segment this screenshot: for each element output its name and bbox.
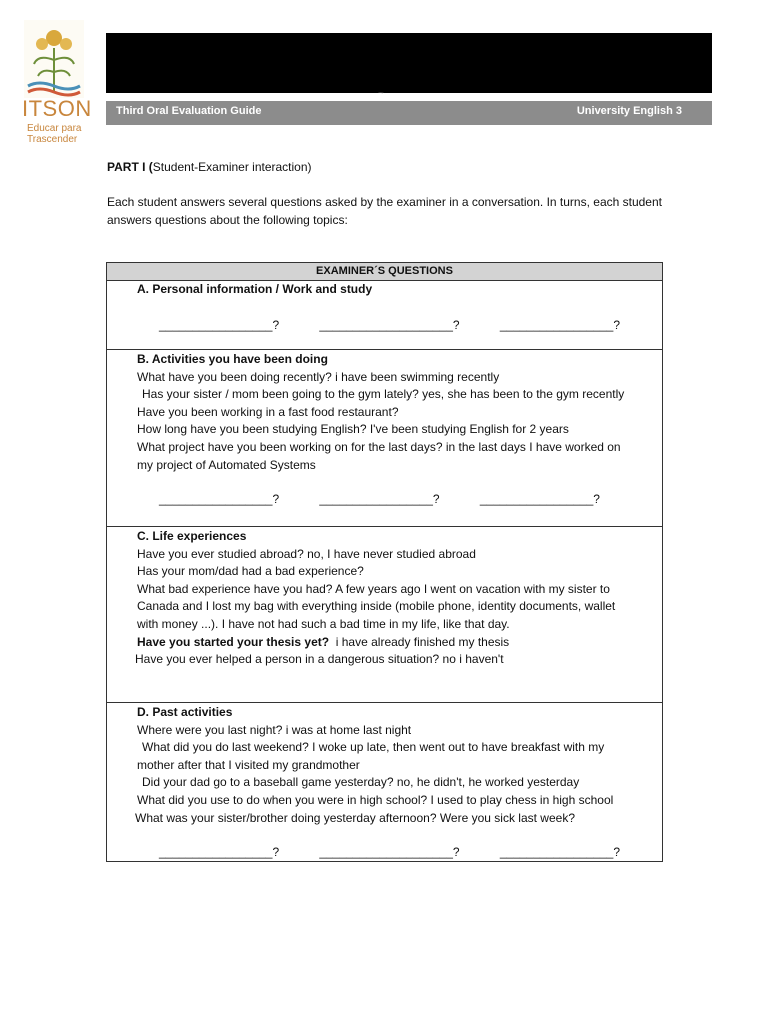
list-item: Canada and I lost my bag with everything inside (mobile phone, identity documents, wallet (137, 599, 616, 614)
list-item: Have you ever studied abroad? no, I have never studied abroad (137, 546, 476, 561)
answer-blank[interactable]: _________________? (159, 317, 280, 332)
logo-tagline (27, 123, 81, 145)
logo-name: ITSON (22, 96, 92, 121)
answer-blank[interactable]: _________________? (499, 845, 620, 860)
answer-blanks (137, 317, 654, 335)
header-tilde: ~ (378, 88, 384, 99)
list-item: What was your sister/brother doing yesterday afternoon? Were you sick last week? (135, 810, 575, 825)
answer-text: i have already finished my thesis (329, 634, 510, 649)
list-item: Have you been working in a fast food restaurant? (137, 404, 399, 419)
list-item: How long have you been studying English? I've been studying English for 2 years (137, 422, 569, 437)
answer-blank[interactable]: ____________________? (319, 845, 460, 860)
list-item: mother after that I visited my grandmother (137, 757, 360, 772)
list-item: Has your sister / mom been going to the gym lately? yes, she has been to the gym recently (142, 387, 625, 402)
list-item: What did you do last weekend? I woke up late, then went out to have breakfast with my (142, 740, 605, 755)
part-subtitle: Student-Examiner interaction) (152, 160, 312, 174)
list-item: my project of Automated Systems (137, 457, 316, 472)
list-item (137, 634, 654, 652)
logo-tagline-line-2: Trascender (27, 134, 78, 145)
answer-blank[interactable]: _________________? (319, 492, 440, 507)
examiner-questions-table (106, 262, 663, 862)
list-item: Where were you last night? i was at home last night (137, 722, 412, 737)
section-activities (107, 351, 662, 527)
list-item: Did your dad go to a baseball game yesterday? no, he didn't, he worked yesterday (142, 775, 580, 790)
course-name: University English 3 (576, 105, 682, 117)
answer-blank[interactable]: _________________? (159, 492, 280, 507)
guide-title: Third Oral Evaluation Guide (116, 105, 262, 117)
header-gray-band (106, 101, 712, 125)
list-item: Has your mom/dad had a bad experience? (137, 564, 364, 579)
list-item: What did you use to do when you were in high school? I used to play chess in high school (137, 792, 614, 807)
list-item: with money ...). I have not had such a bad time in my life, like that day. (137, 616, 510, 631)
list-item: Have you ever helped a person in a dangerous situation? no i haven't (135, 652, 504, 667)
list-item: What have you been doing recently? i have been swimming recently (137, 369, 500, 384)
section-title: A. Personal information / Work and study (137, 282, 373, 296)
list-item: What project have you been working on for the last days? in the last days I have worked on (137, 439, 621, 454)
answer-blank[interactable]: _________________? (159, 845, 280, 860)
intro-paragraph: Each student answers several questions asked by the examiner in a conversation. In turns, each student answers questions about the following topics: (107, 195, 662, 227)
part-label: PART I ( (107, 160, 153, 174)
section-title: D. Past activities (137, 705, 233, 719)
table-header: EXAMINER´S QUESTIONS (107, 263, 662, 281)
answer-blank[interactable]: _________________? (479, 492, 600, 507)
answer-blanks (137, 491, 654, 509)
logo-tagline-line-1: Educar para (27, 123, 82, 134)
section-title: C. Life experiences (137, 529, 247, 543)
bold-question: Have you started your thesis yet? (137, 634, 330, 649)
section-personal-information (107, 281, 662, 350)
answer-blank[interactable]: ____________________? (319, 317, 460, 332)
answer-blank[interactable]: _________________? (499, 317, 620, 332)
section-title: B. Activities you have been doing (137, 352, 328, 366)
answer-blanks (137, 844, 654, 862)
list-item: What bad experience have you had? A few years ago I went on vacation with my sister to (137, 581, 610, 596)
part-heading (107, 158, 312, 176)
section-past-activities (107, 704, 662, 861)
header-black-band (106, 33, 712, 93)
itson-logo-emblem-icon (24, 20, 84, 98)
section-life-experiences (107, 528, 662, 703)
